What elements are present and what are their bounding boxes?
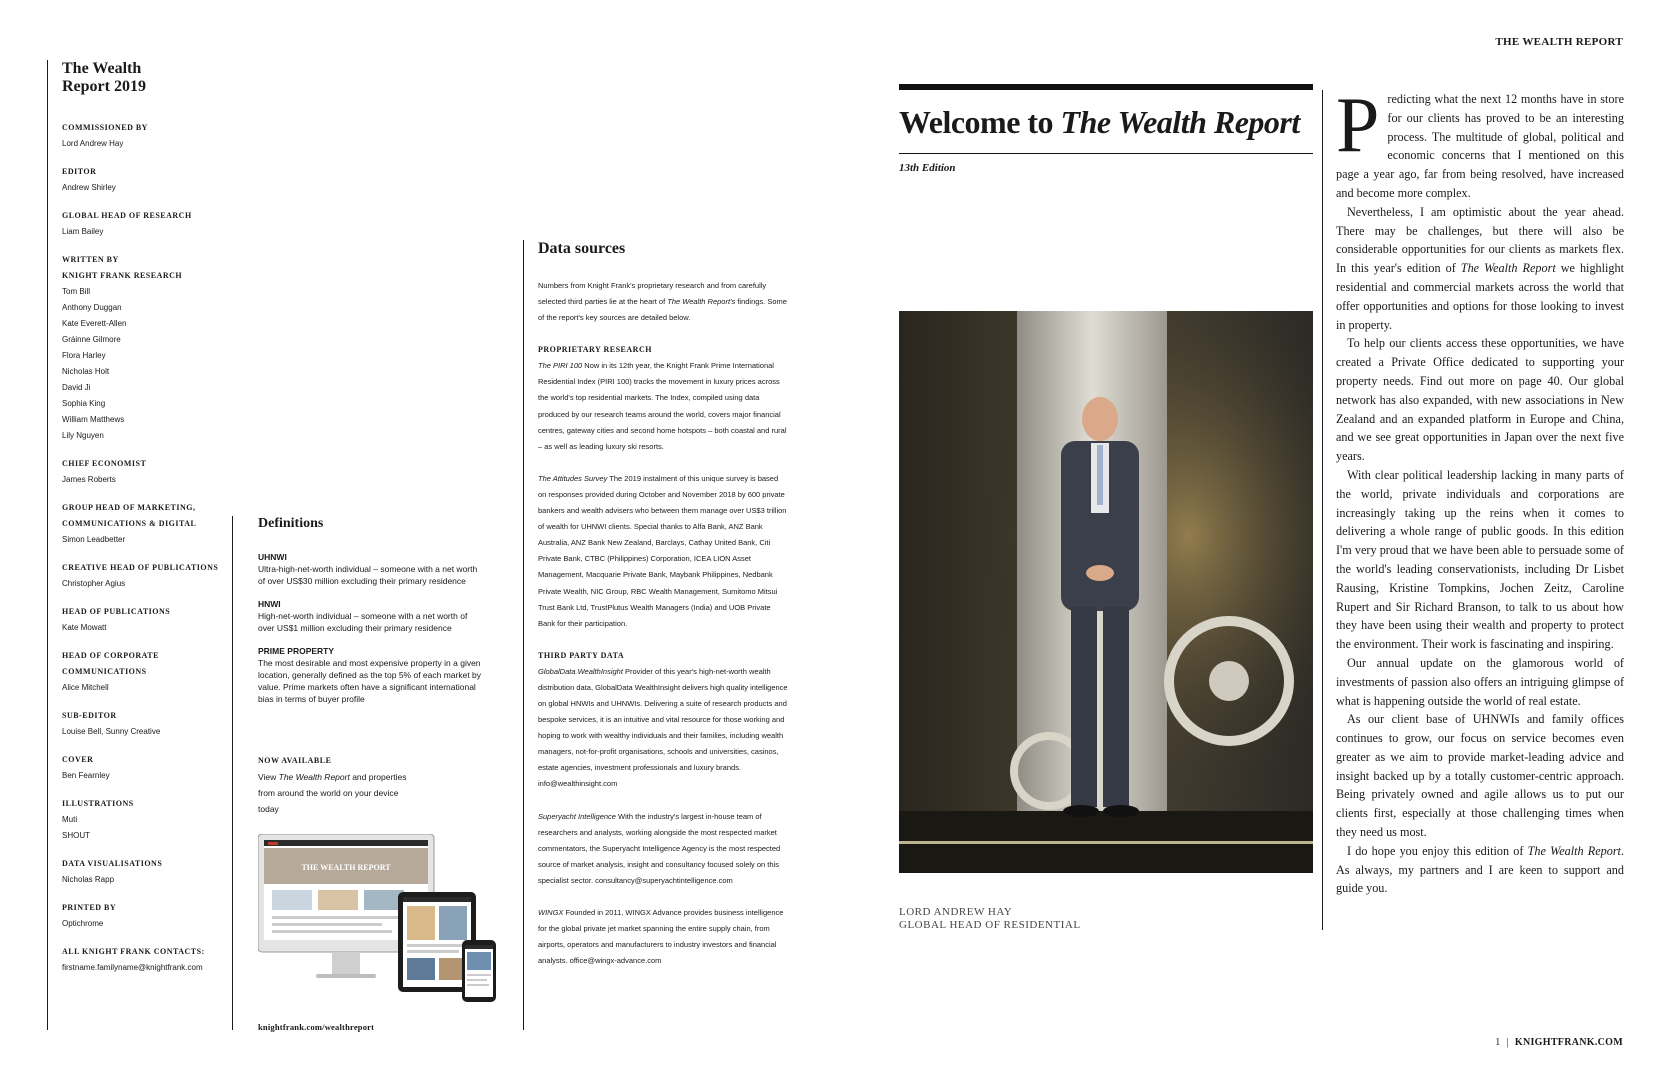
credit-group [62, 120, 227, 152]
page-number: 1 [1495, 1037, 1501, 1048]
definition-list [258, 552, 482, 705]
phone-text-line [467, 974, 491, 976]
credit-group [62, 944, 227, 976]
definition-term: PRIME PROPERTY [258, 646, 335, 656]
letter-paragraph: Nevertheless, I am optimistic about the year ahead. There may be challenges, but there will also be considerable opportunities for our clients as markets flex. In this year's edition of The Wealth Report we highlight residential and commercial markets across the world that offer opportunities and options for those looking to invest in property. [1336, 204, 1624, 332]
credit-group [62, 500, 227, 548]
credit-group [62, 856, 227, 888]
credit-role: GROUP HEAD OF MARKETING, [62, 503, 196, 512]
definition-term: UHNWI [258, 552, 287, 562]
credit-name: Lily Nguyen [62, 431, 104, 440]
welcome-letter [1322, 81, 1624, 930]
credit-name: Sophia King [62, 399, 106, 408]
now-available-text: View The Wealth Report and properties from around the world on your device today [258, 772, 407, 814]
credit-name: Simon Leadbetter [62, 535, 126, 544]
credit-role: PRINTED BY [62, 903, 117, 912]
photo-floor-light [899, 841, 1313, 844]
masthead-title: The Wealth Report 2019 [62, 60, 146, 95]
running-header: THE WEALTH REPORT [1495, 36, 1623, 48]
third-party-data-heading: THIRD PARTY DATA [538, 650, 625, 660]
monitor-logo [268, 842, 278, 845]
credit-role: COMMUNICATIONS & DIGITAL [62, 519, 197, 528]
tablet-image-1 [407, 906, 435, 940]
credit-group [62, 208, 227, 240]
credit-name: Gráinne Gilmore [62, 335, 121, 344]
piri-source: The PIRI 100 Now in its 12th year, the Knight Frank Prime International Residential Index (PIRI 100) tracks the movement in luxury prices across the world's top residential markets. The Index, compiled using data produced by our research teams around the world, covers major financial centres, gateway cities and second home hotspots – both coastal and rural – as well as leading luxury ski resorts. [538, 361, 787, 451]
credit-name: James Roberts [62, 475, 116, 484]
credit-name: Kate Everett-Allen [62, 319, 127, 328]
definition-text: The most desirable and most expensive property in a given location, generally defined as the top 5% of each market by value. Prime markets often have a significant international bias in terms of buyer profile [258, 658, 482, 704]
credit-role: DATA VISUALISATIONS [62, 859, 163, 868]
credit-group [62, 796, 227, 844]
tablet-image-2 [439, 906, 467, 940]
credit-name: SHOUT [62, 831, 90, 840]
superyacht-source: Superyacht Intelligence With the industry's largest in-house team of researchers and analysts, working alongside the most respected market commentators, the Superyacht Intelligence Agency is the most respected source of market analysis, insight and consultancy focused solely on this specialist sector. consultancy@superyachtintelligence.com [538, 811, 781, 885]
photo-person-shoe-left [1063, 805, 1099, 817]
credits-column [47, 60, 227, 1030]
letter-paragraph: As our client base of UHNWIs and family offices continues to grow, our focus on service becomes even greater as we aim to provide market-leading advice and insight backed up by a totally customer-centric approach. Being privately owned and agile allows us to put our clients first, especially at those challenging times when they need us most. [1336, 712, 1624, 840]
credit-group [62, 560, 227, 592]
phone-image [467, 952, 491, 970]
drop-cap: P [1336, 81, 1380, 168]
credit-name[interactable]: firstname.familyname@knightfrank.com [62, 963, 203, 972]
credit-role: KNIGHT FRANK RESEARCH [62, 271, 183, 280]
wingx-source: WINGX Founded in 2011, WINGX Advance provides business intelligence for the global private jet market spanning the entire supply chain, from airports, operators and manufacturers to industry investors and financial analysts. office@wingx-advance.com [538, 908, 784, 966]
caption-name: LORD ANDREW HAY [899, 906, 1013, 918]
letter-paragraph: Predicting what the next 12 months have in store for our clients has proved to be an interesting process. The multitude of global, political and economic concerns that I mentioned on this page a year ago, far from being resolved, have increased and become more complex. [1336, 81, 1624, 200]
welcome-top-rule [899, 84, 1313, 90]
credit-group [62, 164, 227, 196]
credit-group [62, 604, 227, 636]
credit-role: GLOBAL HEAD OF RESEARCH [62, 211, 192, 220]
tablet-nav-bar [403, 897, 471, 902]
tablet-text-line [407, 944, 467, 947]
phone-nav-bar [465, 945, 493, 949]
tablet-text-line [407, 950, 459, 953]
photo-person-head [1082, 397, 1118, 441]
letter-paragraph: To help our clients access these opportunities, we have created a Private Office dedicated to supporting your property needs. Find out more on page 40. Our global network has also expanded, with new associations in New Zealand and an expanded platform in Europe and China, and we see great opportunities in Japan over the next five years. [1336, 336, 1624, 464]
photo-person-leg-right [1103, 607, 1129, 807]
credit-group [62, 648, 227, 696]
tablet-image-3 [407, 958, 435, 980]
credit-name: Optichrome [62, 919, 104, 928]
credit-name: David Ji [62, 383, 91, 392]
credit-name: Christopher Agius [62, 579, 126, 588]
letter-paragraph: With clear political leadership lacking in many parts of the world, private individuals and corporations are increasingly taking up the reins when it comes to delivering a whole range of public goods. In this edition I'm very proud that we have been able to persuade some of the world's leading conservationists, including Dr Lisbet Rausing, Kristine Tompkins, Jochen Zeitz, Caroline Rupert and Sir Richard Branson, to talk to us about how they have been using their wealth and property to protect the environment. Their work is fascinating and inspiring. [1336, 467, 1624, 652]
credit-name: Anthony Duggan [62, 303, 122, 312]
monitor-base [316, 974, 376, 978]
credit-role: CHIEF ECONOMIST [62, 459, 147, 468]
phone-text-line [467, 979, 487, 981]
photo-person-shoe-right [1103, 805, 1139, 817]
welcome-bottom-rule [899, 153, 1313, 154]
monitor-nav-bar [264, 840, 428, 846]
photo-caption [899, 906, 1081, 932]
credit-group [62, 252, 227, 444]
letter-paragraph: I do hope you enjoy this edition of The Wealth Report. As always, my partners and I are keen to support and guide you. [1336, 843, 1624, 896]
portrait-photo [899, 311, 1313, 873]
data-sources-heading: Data sources [538, 240, 626, 257]
credit-name: Lord Andrew Hay [62, 139, 124, 148]
monitor-hero-title: THE WEALTH REPORT [301, 863, 391, 872]
monitor-stand [332, 952, 360, 974]
definition-text: High-net-worth individual – someone with a net worth of over US$1 million excluding their primary residence [258, 611, 468, 633]
credit-group [62, 752, 227, 784]
credit-name: Alice Mitchell [62, 683, 109, 692]
credit-role: HEAD OF CORPORATE [62, 651, 159, 660]
monitor-text-line [272, 923, 382, 926]
credit-role: ILLUSTRATIONS [62, 799, 134, 808]
definitions-heading: Definitions [258, 516, 324, 531]
credit-role: EDITOR [62, 167, 97, 176]
page-footer [1495, 1037, 1623, 1048]
credit-role: HEAD OF PUBLICATIONS [62, 607, 171, 616]
now-available-heading: NOW AVAILABLE [258, 756, 332, 765]
credit-group [62, 456, 227, 488]
credit-name: Andrew Shirley [62, 183, 116, 192]
credit-name: Flora Harley [62, 351, 106, 360]
credit-role: COVER [62, 755, 94, 764]
credit-role: CREATIVE HEAD OF PUBLICATIONS [62, 563, 219, 572]
monitor-text-line [272, 916, 404, 919]
photo-person-hands [1086, 565, 1114, 581]
credit-name: Tom Bill [62, 287, 91, 296]
attitudes-survey-source: The Attitudes Survey The 2019 instalment of this unique survey is based on responses provided during October and November 2018 by 600 private bankers and wealth advisers who between them manage over US$3 trillion of wealth for UHNWI clients. Special thanks to Alfa Bank, ANZ Bank Australia, ANZ Bank New Zealand, Barclays, Cathay United Bank, Citi Private Bank, CTBC (Philippines) Corporation, ICEA LION Asset Management, Macquarie Private Bank, Maybank Philippines, Nedbank Private Wealth, NIC Group, RBC Wealth Management, Sumitomo Mitsui Trust Bank Ltd, TrustPlutus Wealth Managers (India) and UOB Private Bank for their participation. [538, 473, 787, 628]
credit-name: Muti [62, 815, 78, 824]
data-sources-column [523, 240, 788, 1030]
credit-name: Nicholas Rapp [62, 875, 115, 884]
credit-role: WRITTEN BY [62, 255, 119, 264]
credit-group [62, 900, 227, 932]
credit-role: COMMISSIONED BY [62, 123, 148, 132]
monitor-card-1 [272, 890, 312, 910]
phone-text-line [467, 984, 489, 986]
caption-title: GLOBAL HEAD OF RESIDENTIAL [899, 919, 1081, 931]
wealth-report-link[interactable]: knightfrank.com/wealthreport [258, 1022, 375, 1032]
device-mockup-image [258, 834, 498, 1004]
footer-separator: | [1506, 1037, 1509, 1048]
globaldata-source: GlobalData WealthInsight Provider of this year's high-net-worth wealth distribution data, GlobalData WealthInsight delivers high quality intelligence on global HNWIs and UHNWIs. Delivering a suite of research products and bespoke services, it is an intuitive and vital resource for those working and hoping to work with wealthy individuals and their families, including wealth managers, not-for-profit organisations, schools and universities, casinos, estate agencies, investment professionals and luxury brands. info@wealthinsight.com [538, 666, 788, 789]
credit-list [62, 120, 227, 976]
photo-person-tie [1097, 445, 1103, 505]
definition-term: HNWI [258, 599, 281, 609]
credit-role: COMMUNICATIONS [62, 667, 147, 676]
photo-machinery-hub [1209, 661, 1249, 701]
credit-name: Nicholas Holt [62, 367, 110, 376]
monitor-card-2 [318, 890, 358, 910]
edition-label: 13th Edition [899, 162, 956, 174]
footer-site[interactable]: KNIGHTFRANK.COM [1514, 1037, 1623, 1048]
data-sources-intro: Numbers from Knight Frank's proprietary research and from carefully selected third parties lie at the heart of The Wealth Report's findings. Some of the report's key sources are detailed below. [538, 281, 787, 323]
definitions-column [232, 516, 482, 1030]
monitor-text-line [272, 930, 392, 933]
credit-name: Louise Bell, Sunny Creative [62, 727, 161, 736]
definition-text: Ultra-high-net-worth individual – someone with a net worth of over US$30 million excluding their primary residence [258, 564, 478, 586]
credit-name: Ben Fearnley [62, 771, 110, 780]
credit-group [62, 708, 227, 740]
credit-name: William Matthews [62, 415, 125, 424]
proprietary-research-heading: PROPRIETARY RESEARCH [538, 345, 652, 355]
credit-role: ALL KNIGHT FRANK CONTACTS: [62, 947, 205, 956]
credit-name: Liam Bailey [62, 227, 104, 236]
credit-role: SUB-EDITOR [62, 711, 117, 720]
welcome-title: Welcome to The Wealth Report [899, 104, 1300, 140]
letter-paragraph: Our annual update on the glamorous world of investments of passion also offers an intriguing glimpse of what is happening outside the world of real estate. [1336, 655, 1624, 708]
photo-person-leg-left [1071, 607, 1097, 807]
credit-name: Kate Mowatt [62, 623, 107, 632]
